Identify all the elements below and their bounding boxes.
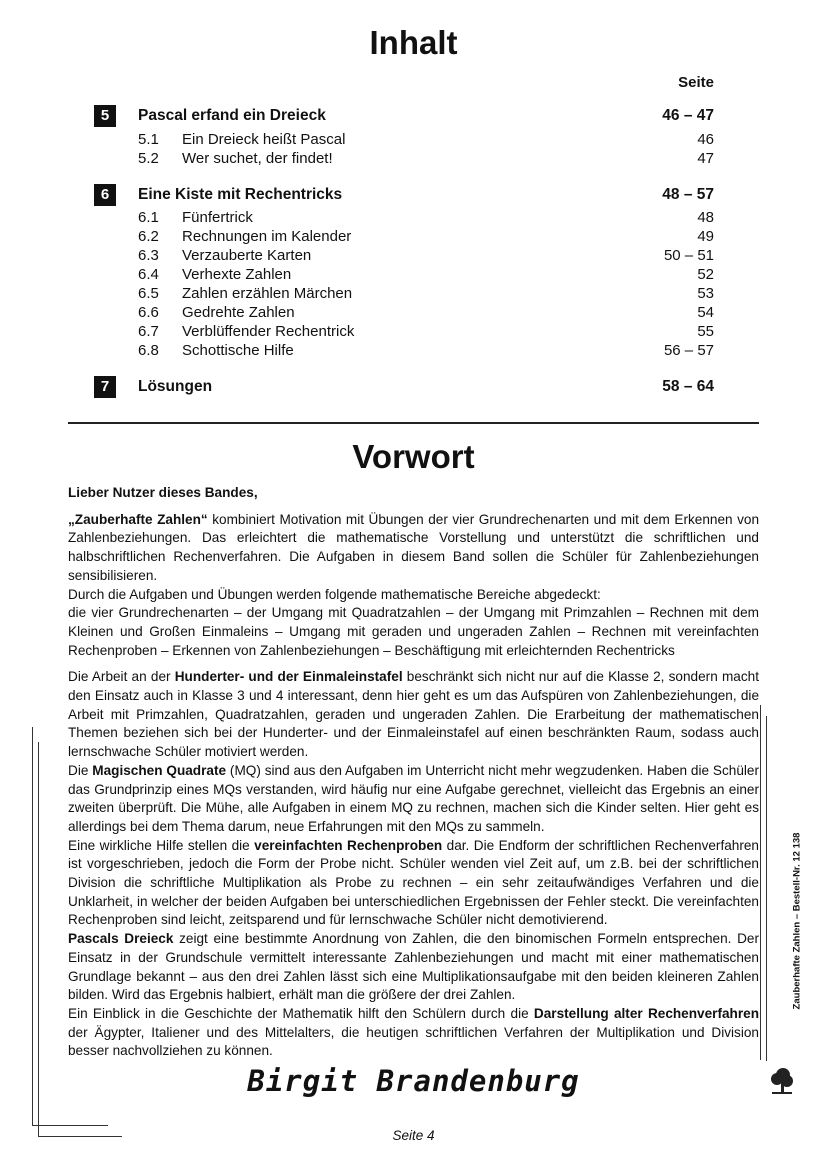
author-signature: Birgit Brandenburg xyxy=(247,1064,580,1098)
toc-item xyxy=(94,342,714,361)
foreword-body xyxy=(68,484,759,1061)
emphasis: Magischen Quadrate xyxy=(92,762,227,778)
foreword-paragraph: Durch die Aufgaben und Übungen werden folgende mathematische Bereiche abgedeckt: xyxy=(68,586,601,602)
frame-line-inner-right xyxy=(760,705,761,1060)
toc-item xyxy=(94,131,714,150)
toc-item xyxy=(94,266,714,285)
toc-item-number: 6.7 xyxy=(138,323,159,340)
foreword-title: Vorwort xyxy=(352,438,475,475)
toc-item-pages: 54 xyxy=(697,304,714,321)
sidebar-label-text: Zauberhafte Zahlen – Bestell-Nr. 12 138 xyxy=(791,832,803,1010)
foreword-paragraph xyxy=(68,762,759,837)
section-divider xyxy=(68,422,759,424)
emphasis: „Zauberhafte Zahlen“ xyxy=(68,511,208,527)
toc-item-title: Gedrehte Zahlen xyxy=(182,304,295,321)
toc-item-title: Zahlen erzählen Märchen xyxy=(182,285,353,302)
tree-icon xyxy=(766,1066,796,1096)
toc-section-6 xyxy=(94,184,714,361)
section-title: Lösungen xyxy=(138,378,213,395)
toc-title: Inhalt xyxy=(369,24,458,61)
foreword-paragraph xyxy=(68,837,759,931)
frame-line-outer-right xyxy=(766,716,767,1061)
paragraph-text: Ein Einblick in die Geschichte der Mathematik hilft den Schülern durch die xyxy=(68,1005,534,1021)
foreword-paragraph xyxy=(68,511,759,586)
toc-item-title: Ein Dreieck heißt Pascal xyxy=(182,131,346,148)
toc-item-title: Wer suchet, der findet! xyxy=(182,150,333,167)
toc-item-title: Rechnungen im Kalender xyxy=(182,228,352,245)
page-number: Seite 4 xyxy=(392,1128,435,1143)
toc-section-heading xyxy=(94,376,714,398)
section-pages: 46 – 47 xyxy=(662,107,714,124)
toc-item xyxy=(94,285,714,304)
toc-section-heading xyxy=(94,105,714,127)
section-pages: 58 – 64 xyxy=(662,378,714,395)
toc-section-5 xyxy=(94,105,714,169)
section-pages: 48 – 57 xyxy=(662,186,714,203)
toc-item-title: Schottische Hilfe xyxy=(182,342,294,359)
paragraph-text: Die Arbeit an der xyxy=(68,669,175,685)
emphasis: Hunderter- und der Einmaleinstafel xyxy=(174,669,403,685)
toc-item xyxy=(94,323,714,342)
toc-section-7 xyxy=(94,376,714,398)
toc-item-pages: 52 xyxy=(697,266,714,283)
toc-item-title: Verhexte Zahlen xyxy=(182,266,292,283)
toc-item-pages: 56 – 57 xyxy=(663,342,714,359)
toc-item xyxy=(94,304,714,323)
toc-item-number: 6.5 xyxy=(138,285,159,302)
toc-page-column-header: Seite xyxy=(678,74,714,91)
foreword-paragraph: die vier Grundrechenarten – der Umgang mit Quadratzahlen – der Umgang mit Primzahlen – Rechnen mit dem Kleinen und Großen Einmaleins – Umgang mit geraden und ungeraden Zahlen – Rechnen mit vereinfachten Rechenproben – Erkennen von Zahlenbeziehungen – Beschäftigung mit erleichternden Rechentricks xyxy=(68,605,759,658)
section-number-badge: 6 xyxy=(94,184,116,206)
toc-item-title: Verblüffender Rechentrick xyxy=(182,323,355,340)
paragraph-text: Eine wirkliche Hilfe stellen die xyxy=(68,837,255,853)
frame-line-inner-left xyxy=(38,742,39,1136)
section-number-badge: 7 xyxy=(94,376,116,398)
toc-item-number: 6.1 xyxy=(138,209,159,226)
emphasis: Darstellung alter Rechenverfahren xyxy=(533,1005,760,1021)
publisher-logo xyxy=(766,1066,796,1096)
toc-item xyxy=(94,228,714,247)
toc-item xyxy=(94,150,714,169)
toc-item-number: 5.1 xyxy=(138,131,159,148)
paragraph-text: beschränkt sich nicht nur auf die Klasse 2, sondern macht den Einsatz auch in Klasse 3 und 4 interessant, denn hier geht es um das Aufspüren von Zahlenbeziehungen, die Arbeit mit Primzahlen, Quadratzahlen, geraden und ungeraden Zahlen. Die Erarbeitung der mathematischen Themen beziehen sich bei der Hunderter- und der Einmaleinstafel auf einen beschränkten Raum, sodass auch lernschwache Schüler motiviert werden. xyxy=(68,669,759,760)
section-title: Pascal erfand ein Dreieck xyxy=(138,107,326,124)
toc-item-pages: 55 xyxy=(697,323,714,340)
toc-item-pages: 50 – 51 xyxy=(663,247,714,264)
emphasis: Pascals Dreieck xyxy=(68,931,174,947)
foreword-greeting: Lieber Nutzer dieses Bandes, xyxy=(68,485,258,500)
toc-item-number: 6.3 xyxy=(138,247,159,264)
toc-item-title: Fünfertrick xyxy=(182,209,253,226)
toc-section-heading xyxy=(94,184,714,206)
frame-line-outer-left xyxy=(32,727,33,1125)
toc-item-number: 6.8 xyxy=(138,342,159,359)
foreword-paragraph xyxy=(68,1005,759,1061)
foreword-paragraph xyxy=(68,668,759,762)
paragraph-text: kombiniert Motivation mit Übungen der vier Grundrechenarten und mit dem Erkennen von Zahlenbeziehungen. Das erleichtert die mathematische Vorstellung und unterstützt die schriftlichen und halbschriftlichen Rechenverfahren. Die Aufgaben in diesem Band sollen die Schüler für Zahlenbeziehungen sensibilisieren. xyxy=(68,511,760,583)
toc-item-number: 6.4 xyxy=(138,266,159,283)
toc-item xyxy=(94,209,714,228)
toc-item-pages: 53 xyxy=(697,285,714,302)
frame-line-outer-bottom xyxy=(32,1125,108,1126)
foreword-paragraph xyxy=(68,930,759,1005)
toc-item-pages: 46 xyxy=(697,131,714,148)
toc-item xyxy=(94,247,714,266)
toc-item-number: 6.2 xyxy=(138,228,159,245)
toc-item-pages: 48 xyxy=(697,209,714,226)
paragraph-text: zeigt eine bestimmte Anordnung von Zahlen, die den binomischen Formeln entsprechen. Der Einsatz in der Grundschule vermittelt interessante Zahlenbeziehungen und macht mit einer mathematischen Grundlage bekannt – aus den drei Zahlen lässt sich eine Multiplikationsaufgabe mit den beiden kleineren Zahlen bilden. Wird das Ergebnis halbiert, erhält man die größere der drei Zahlen. xyxy=(68,931,760,1003)
toc-item-number: 5.2 xyxy=(138,150,159,167)
toc-item-pages: 47 xyxy=(697,150,714,167)
section-number-badge: 5 xyxy=(94,105,116,127)
paragraph-text: (MQ) sind aus den Aufgaben im Unterricht nicht mehr wegzudenken. Haben die Schüler das Grundprinzip eines MQs verstanden, wird häufig nur eine Aufgabe gerechnet, vielleicht das Ergebnis an einer zweiten überprüft. Die Mühe, alle Aufgaben in einem MQ zu rechnen, machen sich die Kinder selten. Hier geht es allerdings bei dem Thema darum, neue Erfahrungen mit den MQs zu sammeln. xyxy=(68,762,759,834)
paragraph-text: der Ägypter, Italiener und des Mittelalters, die heutigen schriftlichen Verfahren der Multiplikation und Division besser nachvollziehen zu können. xyxy=(68,1024,759,1059)
paragraph-text: dar. Die Endform der schriftlichen Rechenverfahren ist vorgeschrieben, jedoch die Form der Probe nicht. Schüler wenden viel Zeit auf, um z.B. bei der schriftlichen Division die schriftliche Multiplikation als Probe zu rechnen – ein sehr zeitaufwändiges Verfahren und die Unklarheit, in welcher der beiden Aufgaben bei unterschiedlichen Ergebnissen der Fehler steckt. Die vereinfachten Rechenproben sind leicht, zeitsparend und für lernschwache Schüler nicht demotivierend. xyxy=(68,837,759,928)
section-title: Eine Kiste mit Rechentricks xyxy=(138,186,343,203)
toc-item-title: Verzauberte Karten xyxy=(182,247,312,264)
emphasis: vereinfachten Rechenproben xyxy=(254,837,443,853)
toc-item-number: 6.6 xyxy=(138,304,159,321)
sidebar-order-label xyxy=(783,826,811,1016)
paragraph-text: Die xyxy=(68,762,93,778)
toc-item-pages: 49 xyxy=(697,228,714,245)
